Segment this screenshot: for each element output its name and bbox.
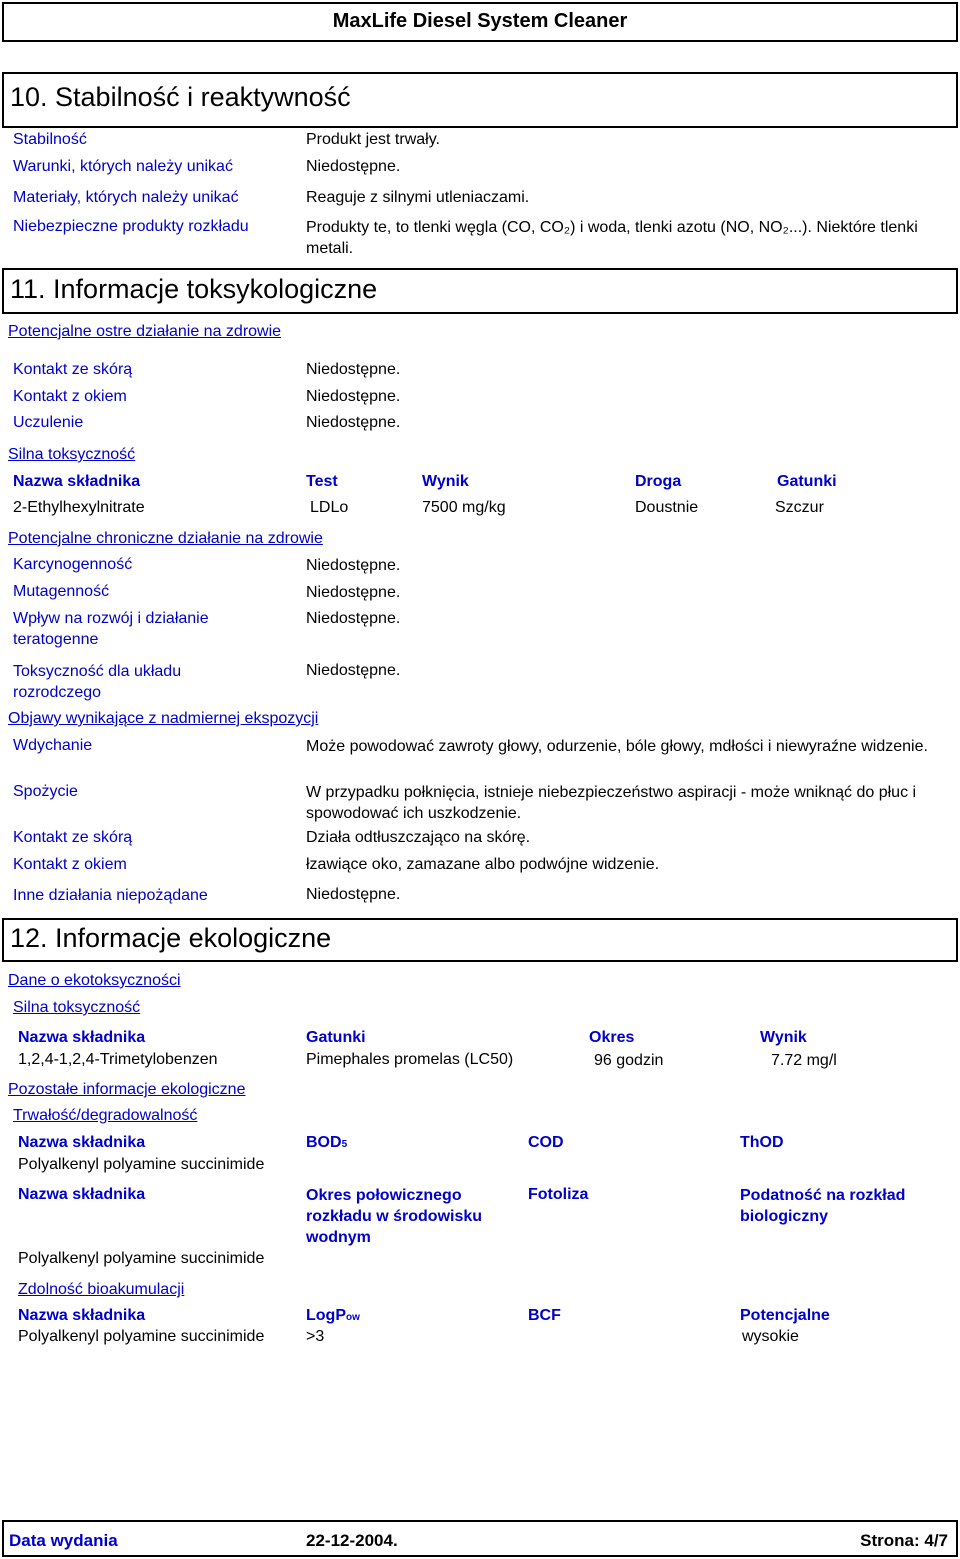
logp-subscript: ow bbox=[346, 1312, 360, 1323]
tox-cell-name: 2-Ethylhexylnitrate bbox=[13, 499, 145, 516]
acute-skin-label: Kontakt ze skórą bbox=[13, 361, 133, 378]
half-header-name: Nazwa składnika bbox=[18, 1186, 146, 1203]
document-title: MaxLife Diesel System Cleaner bbox=[332, 10, 628, 32]
inhalation-label: Wdychanie bbox=[13, 737, 93, 754]
teratogenicity-label: Wpływ na rozwój i działanie teratogenne bbox=[13, 610, 209, 648]
tox-header-name: Nazwa składnika bbox=[13, 473, 141, 490]
persistence-heading: Trwałość/degradowalność bbox=[13, 1107, 198, 1124]
other-effects-label: Inne działania niepożądane bbox=[13, 887, 208, 904]
materials-label: Materiały, których należy unikać bbox=[13, 189, 239, 206]
bio-cell-potential: wysokie bbox=[742, 1328, 799, 1345]
exposure-heading: Objawy wynikające z nadmiernej ekspozycji bbox=[8, 710, 319, 727]
tox-cell-species: Szczur bbox=[775, 499, 824, 516]
bioaccumulation-heading: Zdolność bioakumulacji bbox=[18, 1281, 185, 1298]
tox-header-species: Gatunki bbox=[777, 473, 837, 490]
footer-date-label: Data wydania bbox=[9, 1531, 118, 1550]
ecotox-cell-period: 96 godzin bbox=[594, 1052, 664, 1069]
acute-sensitization-value: Niedostępne. bbox=[306, 414, 401, 431]
half-header-photolysis: Fotoliza bbox=[528, 1186, 589, 1203]
tox-cell-route: Doustnie bbox=[635, 499, 699, 516]
ecotox-cell-species: Pimephales promelas (LC50) bbox=[306, 1051, 514, 1068]
bio-header-name: Nazwa składnika bbox=[18, 1307, 146, 1324]
acute-eye-label: Kontakt z okiem bbox=[13, 388, 127, 405]
exposure-skin-value: Działa odtłuszczająco na skórę. bbox=[306, 829, 531, 846]
mutagenicity-label: Mutagenność bbox=[13, 583, 110, 600]
persist-header-thod: ThOD bbox=[740, 1134, 784, 1151]
section-10-title: 10. Stabilność i reaktywność bbox=[10, 82, 351, 112]
reproductive-value: Niedostępne. bbox=[306, 662, 401, 679]
tox-header-result: Wynik bbox=[422, 473, 469, 490]
decomposition-label: Niebezpieczne produkty rozkładu bbox=[13, 218, 249, 235]
exposure-eye-label: Kontakt z okiem bbox=[13, 856, 127, 873]
section-12-title: 12. Informacje ekologiczne bbox=[10, 923, 332, 953]
acute-sensitization-label: Uczulenie bbox=[13, 414, 84, 431]
ecotox-header-result: Wynik bbox=[760, 1029, 807, 1046]
stability-value: Produkt jest trwały. bbox=[306, 131, 440, 148]
tox-cell-test: LDLo bbox=[310, 499, 349, 516]
persist-cell-name: Polyalkenyl polyamine succinimide bbox=[18, 1156, 265, 1173]
ingestion-label: Spożycie bbox=[13, 783, 78, 800]
bio-cell-logp: >3 bbox=[306, 1328, 325, 1345]
teratogenicity-value: Niedostępne. bbox=[306, 610, 401, 627]
ecotox-cell-name: 1,2,4-1,2,4-Trimetylobenzen bbox=[18, 1051, 218, 1068]
half-header-biodegradability: Podatność na rozkład biologiczny bbox=[740, 1187, 906, 1225]
tox-header-test: Test bbox=[306, 473, 338, 490]
carcinogenicity-label: Karcynogenność bbox=[13, 556, 133, 573]
footer-page-number: Strona: 4/7 bbox=[860, 1531, 948, 1550]
tox-header-route: Droga bbox=[635, 473, 682, 490]
exposure-skin-label: Kontakt ze skórą bbox=[13, 829, 133, 846]
ecotox-header-period: Okres bbox=[589, 1029, 635, 1046]
conditions-value: Niedostępne. bbox=[306, 158, 401, 175]
ecotox-header-species: Gatunki bbox=[306, 1029, 366, 1046]
carcinogenicity-value: Niedostępne. bbox=[306, 557, 401, 574]
acute-heading: Potencjalne ostre działanie na zdrowie bbox=[8, 323, 282, 340]
stability-label: Stabilność bbox=[13, 131, 87, 148]
bio-header-bcf: BCF bbox=[528, 1307, 561, 1324]
bio-header-potential: Potencjalne bbox=[740, 1307, 830, 1324]
other-eco-heading: Pozostałe informacje ekologiczne bbox=[8, 1081, 246, 1098]
persist-header-cod: COD bbox=[528, 1134, 564, 1151]
mutagenicity-value: Niedostępne. bbox=[306, 584, 401, 601]
ecotox-header-name: Nazwa składnika bbox=[18, 1029, 146, 1046]
half-header-period: Okres połowicznego rozkładu w środowisku wodnym bbox=[306, 1187, 483, 1246]
reproductive-label: Toksyczność dla układu rozrodczego bbox=[13, 663, 182, 701]
bio-cell-name: Polyalkenyl polyamine succinimide bbox=[18, 1328, 265, 1345]
tox-cell-result: 7500 mg/kg bbox=[422, 499, 506, 516]
bod-label: BOD bbox=[306, 1134, 342, 1151]
half-cell-name: Polyalkenyl polyamine succinimide bbox=[18, 1250, 265, 1267]
ecotox-cell-result: 7.72 mg/l bbox=[771, 1052, 837, 1069]
logp-label: LogP bbox=[306, 1307, 346, 1324]
bod-subscript: 5 bbox=[341, 1139, 348, 1150]
ingestion-value: W przypadku połknięcia, istnieje niebezpieczeństwo aspiracji - może wniknąć do płuc i spowodować ich uszkodzenie. bbox=[306, 784, 917, 822]
other-effects-value: Niedostępne. bbox=[306, 886, 401, 903]
persist-header-bod bbox=[306, 1134, 347, 1152]
footer-box bbox=[2, 1520, 958, 1557]
ecotox-subheading: Silna toksyczność bbox=[13, 999, 141, 1016]
decomposition-value: Produkty te, to tlenki węgla (CO, CO₂) i woda, tlenki azotu (NO, NO₂...). Niektóre tlenki metali. bbox=[306, 219, 918, 257]
acute-toxicity-heading: Silna toksyczność bbox=[8, 446, 136, 463]
chronic-heading: Potencjalne chroniczne działanie na zdrowie bbox=[8, 530, 323, 547]
section-11-title: 11. Informacje toksykologiczne bbox=[10, 274, 378, 304]
materials-value: Reaguje z silnymi utleniaczami. bbox=[306, 189, 530, 206]
bio-header-logp bbox=[306, 1307, 360, 1325]
acute-eye-value: Niedostępne. bbox=[306, 388, 401, 405]
conditions-label: Warunki, których należy unikać bbox=[13, 158, 233, 175]
persist-header-name: Nazwa składnika bbox=[18, 1134, 146, 1151]
exposure-eye-value: łzawiące oko, zamazane albo podwójne widzenie. bbox=[306, 856, 660, 873]
inhalation-value: Może powodować zawroty głowy, odurzenie, bóle głowy, mdłości i niewyraźne widzenie. bbox=[306, 738, 928, 755]
ecotox-heading: Dane o ekotoksyczności bbox=[8, 972, 181, 989]
acute-skin-value: Niedostępne. bbox=[306, 361, 401, 378]
footer-date-value: 22-12-2004. bbox=[306, 1531, 398, 1550]
